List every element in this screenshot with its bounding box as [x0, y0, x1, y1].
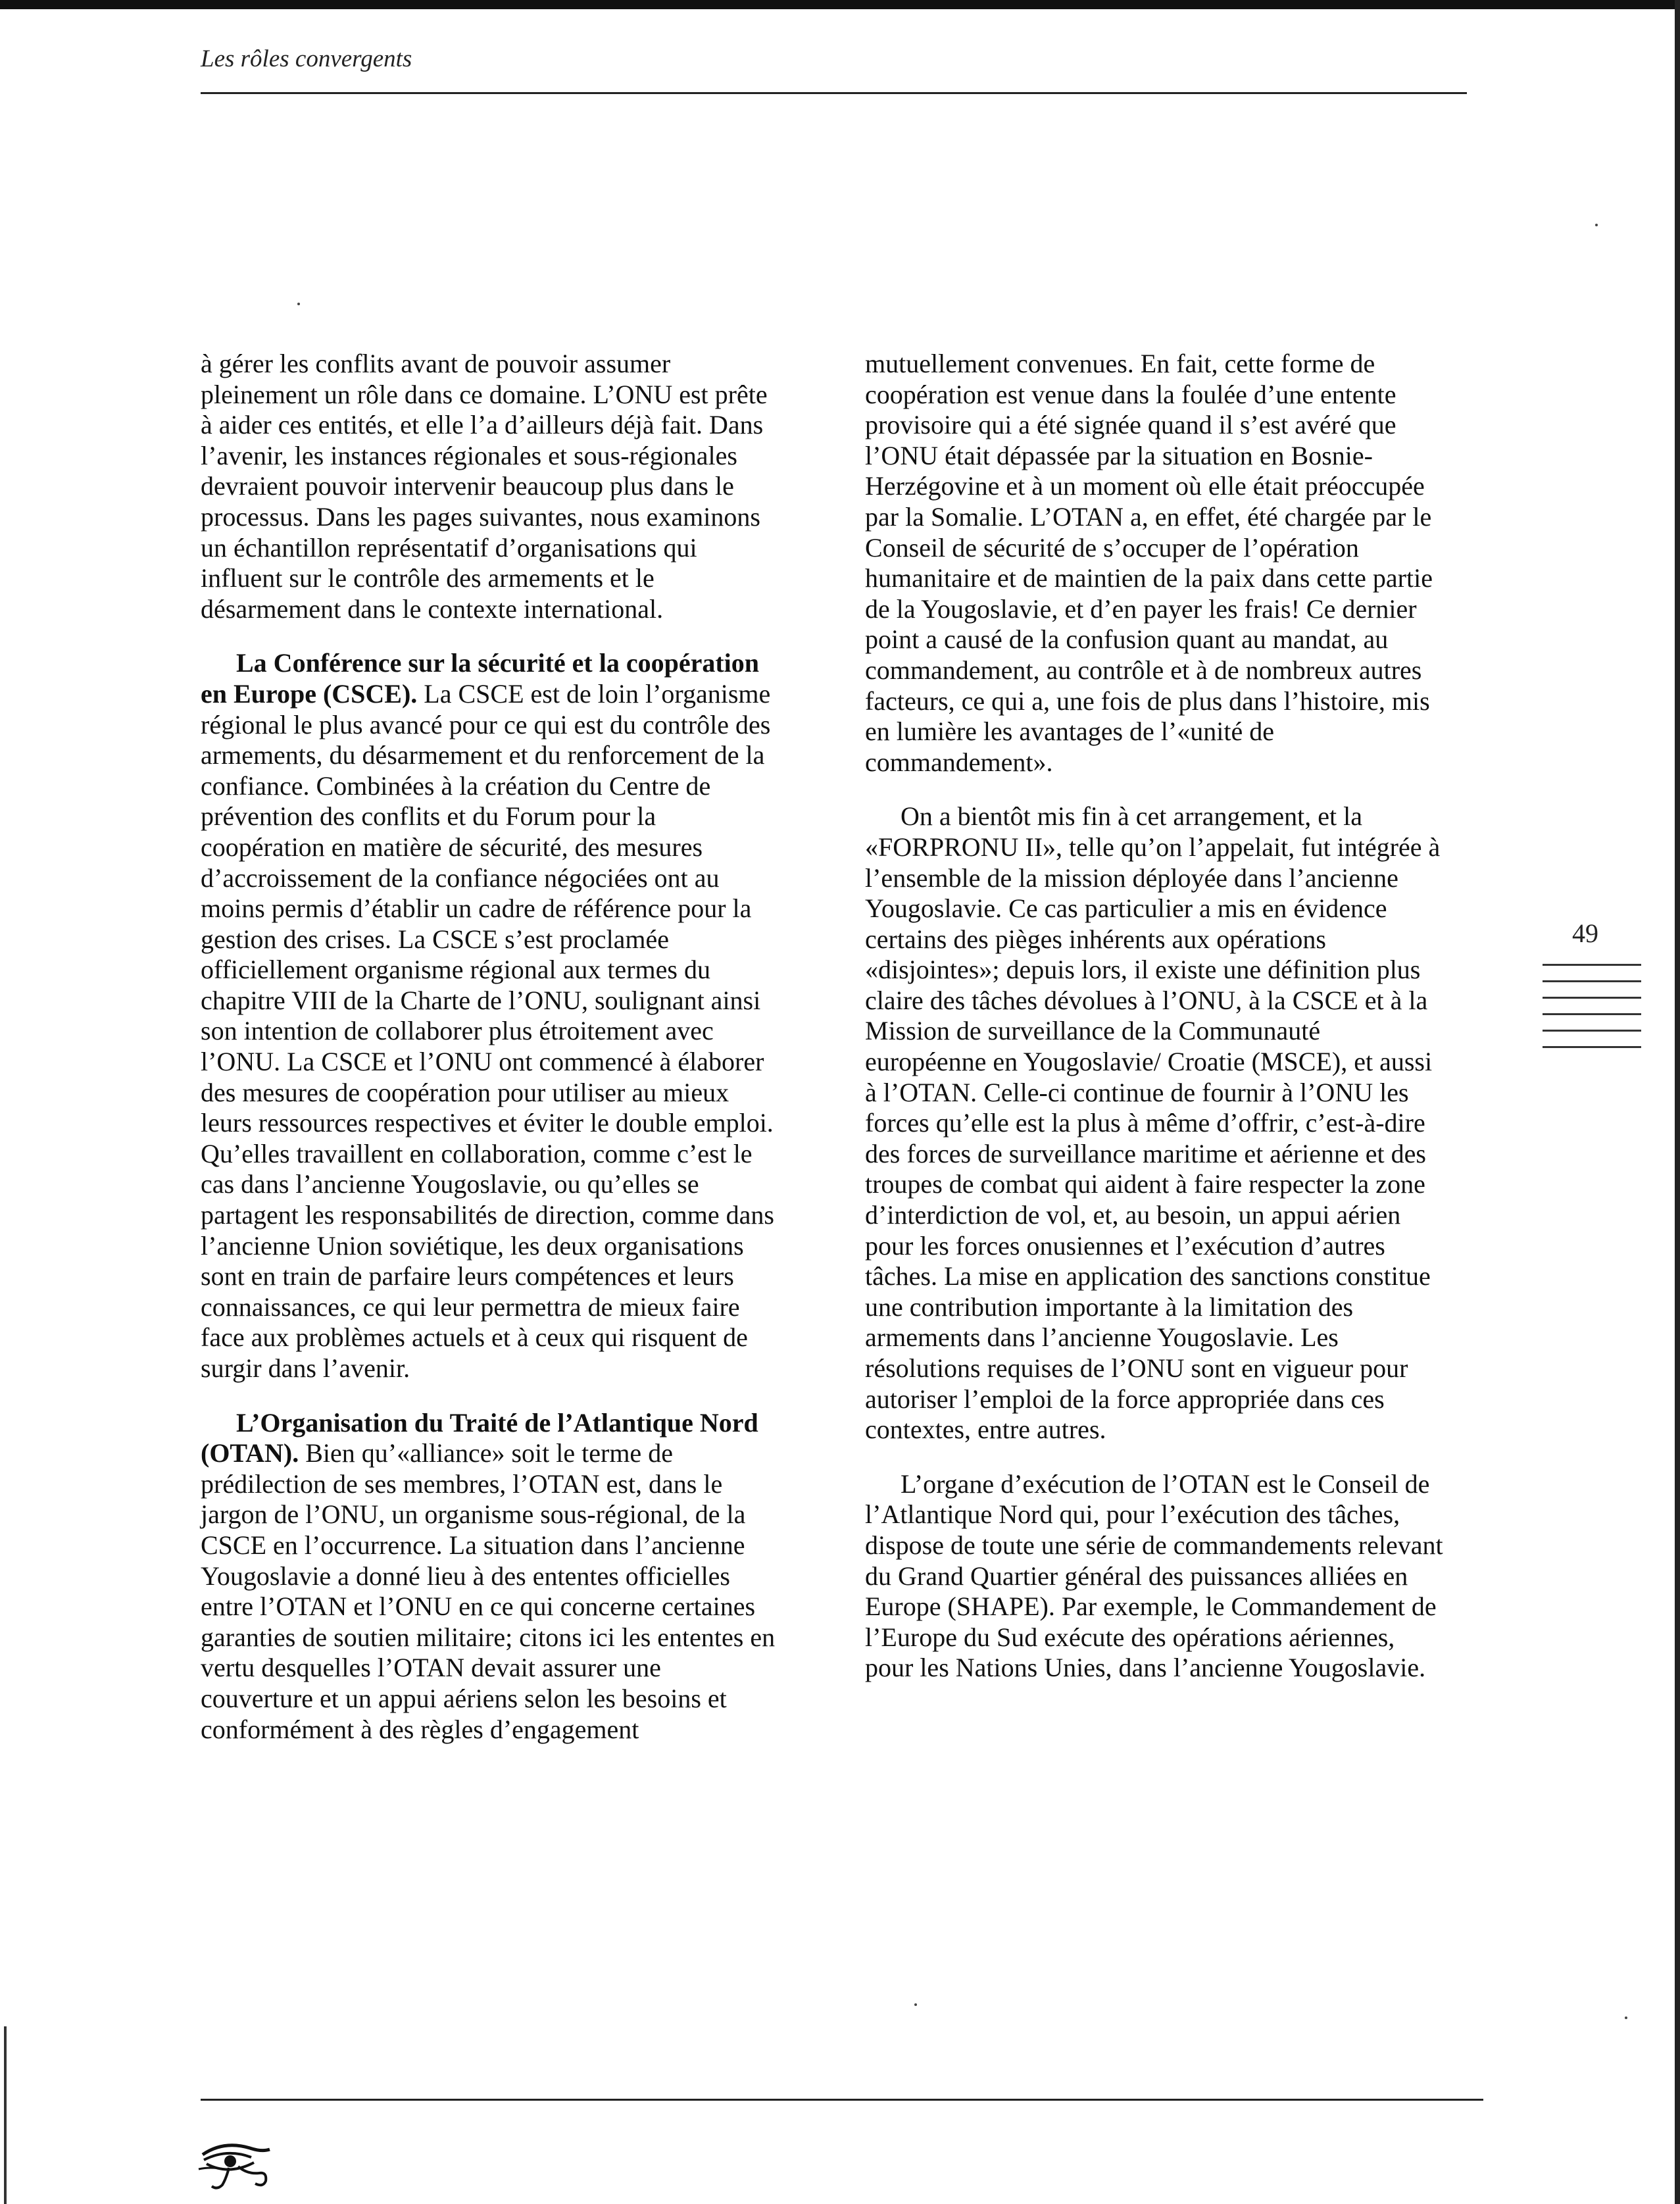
right-paragraph-3: L’organe d’exécution de l’OTAN est le Conseil de l’Atlantique Nord qui, pour l’exécution des tâches, dispose de toute une série de commandements relevant du Grand Quartier général des puissances alliées en Europe (SHAPE). Par exemple, le Commandement de l’Europe du Sud exécute des opérations aériennes, pour les Nations Unies, dans l’ancienne Yougoslavie. [865, 1468, 1443, 1683]
csce-body: La CSCE est de loin l’organisme régional le plus avancé pour ce qui est du contrôle des armements, du désarmement et du renforcement de la confiance. Combinées à la création du Centre de prévention des conflits et du Forum pour la coopération en matière de sécurité, des mesures d’accroissement de la confiance négociées ont au moins permis d’établir un cadre de référence pour la gestion des crises. La CSCE s’est proclamée officiellement organisme régional aux termes du chapitre VIII de la Charte de l’ONU, soulignant ainsi son intention de collaborer plus étroitement avec l’ONU. La CSCE et l’ONU ont commencé à élaborer des mesures de coopération pour utiliser au mieux leurs ressources respectives et éviter le double emploi. Qu’elles travaillent en collaboration, comme c’est le cas dans l’ancienne Yougoslavie, ou qu’elles se partagent les responsabilités de direction, comme dans l’ancienne Union soviétique, les deux organisations sont en train de parfaire leurs compétences et leurs connaissances, ce qui leur permettra de mieux faire face aux problèmes actuels et à ceux qui risquent de surgir dans l’avenir. [201, 678, 774, 1383]
left-paragraph-csce [201, 648, 779, 1384]
scan-border-top [0, 0, 1680, 9]
scan-border-right [1675, 0, 1680, 2204]
scan-border-left [4, 2026, 7, 2204]
left-paragraph-1: à gérer les conflits avant de pouvoir assumer pleinement un rôle dans ce domaine. L’ONU est prête à aider ces entités, et elle l’a d’ailleurs déjà fait. Dans l’avenir, les instances régionales et sous-régionales devraient pouvoir intervenir beaucoup plus dans le processus. Dans les pages suivantes, nous examinons un échantillon représentatif d’organisations qui influent sur le contrôle des armements et le désarmement dans le contexte international. [201, 349, 768, 624]
right-column [865, 349, 1444, 1707]
scan-speck [1625, 2016, 1627, 2019]
header-rule [201, 92, 1467, 94]
csce-heading: La Conférence sur la sécurité et la coopération en Europe (CSCE). [201, 648, 760, 709]
otan-body: Bien qu’«alliance» soit le terme de prédilection de ses membres, l’OTAN est, dans le jargon de l’ONU, un organisme sous-régional, de la CSCE en l’occurrence. La situation dans l’ancienne Yougoslavie a donné lieu à des ententes officielles entre l’OTAN et l’ONU en ce qui concerne certaines garanties de soutien militaire; citons ici les ententes en vertu desquelles l’OTAN devait assurer une couverture et un appui aériens selon les besoins et conformément à des règles d’engagement [201, 1438, 776, 1744]
otan-heading: L’Organisation du Traité de l’Atlantique Nord (OTAN). [201, 1407, 758, 1468]
footer-rule [201, 2099, 1483, 2101]
scan-speck [914, 2003, 917, 2006]
right-paragraph-1: mutuellement convenues. En fait, cette forme de coopération est venue dans la foulée d’une entente provisoire qui a été signée quand il s’est avéré que l’ONU était dépassée par la situation en Bosnie-Herzégovine et à un moment où elle était préoccupée par la Somalie. L’OTAN a, en effet, été chargée par le Conseil de sécurité de s’occuper de l’opération humanitaire et de maintien de la paix dans cette partie de la Yougoslavie, et d’en payer les frais! Ce dernier point a causé de la confusion quant au mandat, au commandement, au contrôle et à de nombreux autres facteurs, ce qui a, une fois de plus dans l’histoire, mis en lumière les avantages de l’«unité de commandement». [865, 349, 1433, 777]
margin-decoration [1543, 964, 1641, 1063]
scan-speck [1595, 224, 1598, 226]
right-paragraph-2: On a bientôt mis fin à cet arrangement, et la «FORPRONU II», telle qu’on l’appelait, fut intégrée à l’ensemble de la mission déployée dans l’ancienne Yougoslavie. Ce cas particulier a mis en évidence certains des pièges inhérents aux opérations «disjointes»; depuis lors, il existe une définition plus claire des tâches dévolues à l’ONU, à la CSCE et à la Mission de surveillance de la Communauté européenne en Yougoslavie/ Croatie (MSCE), et aussi à l’OTAN. Celle-ci continue de fournir à l’ONU les forces qu’elle est la plus à même d’offrir, c’est-à-dire des forces de surveillance maritime et aérienne et des troupes de combat qui aident à faire respecter la zone d’interdiction de vol, et, au besoin, un appui aérien pour les forces onusiennes et l’exécution d’autres tâches. La mise en application des sanctions constitue une contribution importante à la limitation des armements dans l’ancienne Yougoslavie. Les résolutions requises de l’ONU sont en vigueur pour autoriser l’emploi de la force appropriée dans ces contextes, entre autres. [865, 801, 1441, 1445]
eye-of-horus-icon [197, 2135, 276, 2191]
left-paragraph-otan [201, 1408, 779, 1745]
running-header: Les rôles convergents [201, 45, 412, 72]
left-column [201, 349, 779, 1768]
page-number: 49 [1572, 918, 1598, 948]
scan-speck [297, 303, 300, 305]
